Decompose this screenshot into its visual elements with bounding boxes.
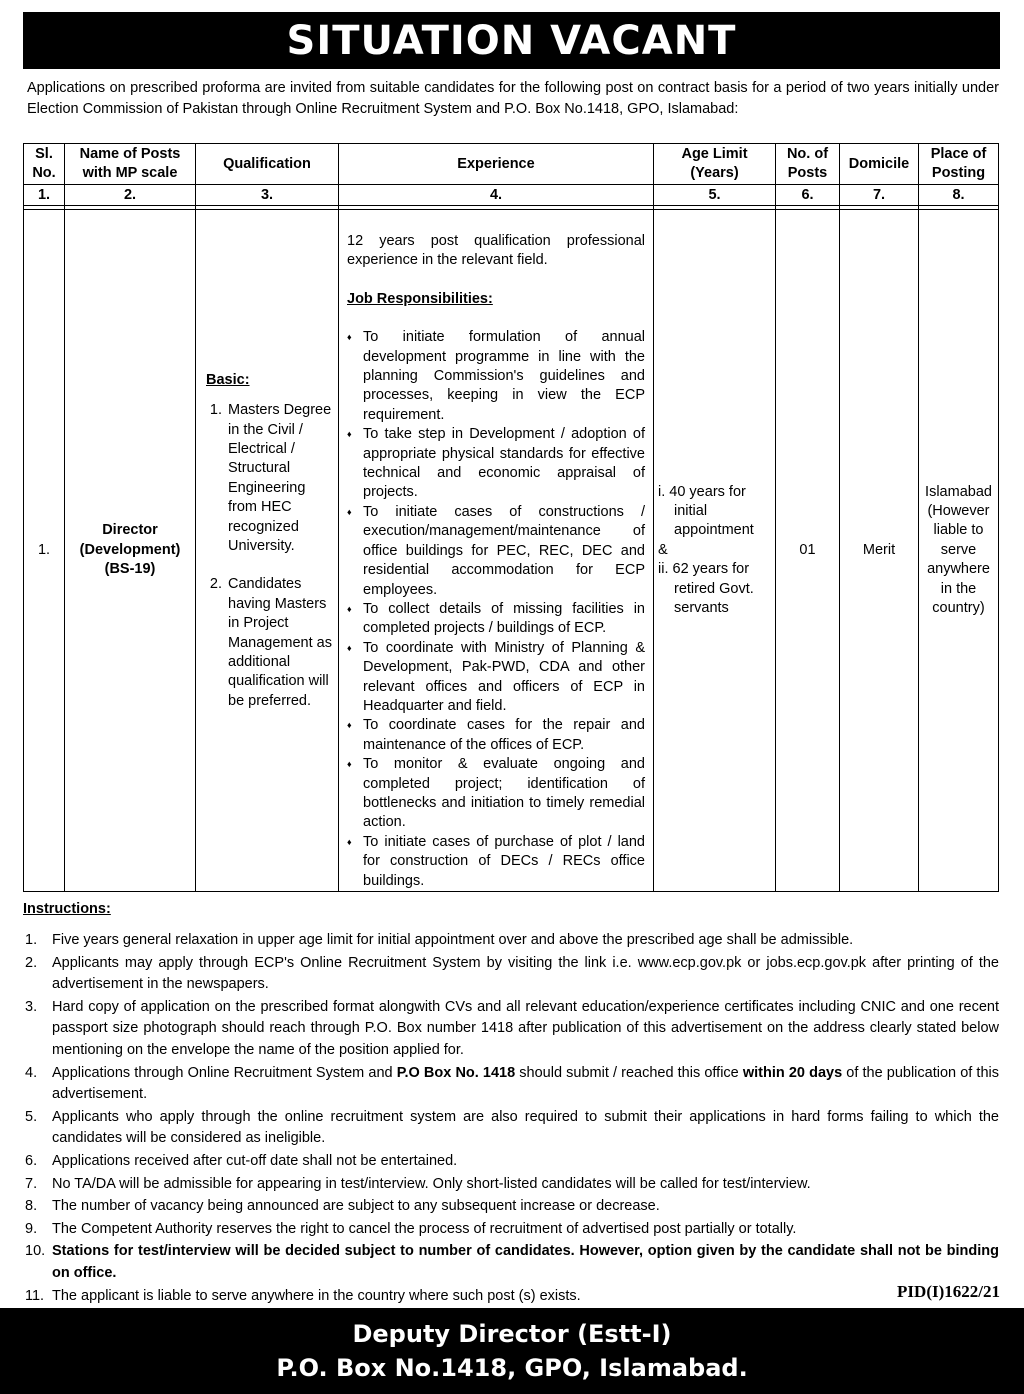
list-item: 5. Applicants who apply through the online recruitment system are also required to submit their applications in hard forms failing to which the candidates will be considered as ineligible. <box>25 1108 999 1147</box>
list-item: 1. Masters Degree in the Civil / Electrical / Structural Engineering from HEC recognized University. <box>226 401 334 556</box>
footer-address: P.O. Box No.1418, GPO, Islamabad. <box>276 1354 748 1382</box>
responsibilities-list <box>347 328 645 891</box>
page-title: SITUATION VACANT <box>23 12 1000 69</box>
age-limit-retired: ii. 62 years for retired Govt. servants <box>658 561 754 617</box>
header-post: Name of Posts with MP scale <box>65 144 196 185</box>
sl-cell: 1. <box>24 210 65 892</box>
list-item: 2. Applicants may apply through ECP's Online Recruitment System by visiting the link i.e. www.ecp.gov.pk or jobs.ecp.gov.pk after printing of the advertisement in the newspapers. <box>25 954 999 993</box>
posting-cell: Islamabad (However liable to serve anywhere in the country) <box>919 210 999 892</box>
footer-office-title: Deputy Director (Estt-I) <box>352 1320 672 1348</box>
column-number-row <box>24 185 999 206</box>
list-item: 4. Applications through Online Recruitment System and P.O Box No. 1418 should submit / reached this office within 20 days of the publication of this advertisement. <box>25 1064 999 1103</box>
list-item: ♦ To collect details of missing facilities in completed projects / buildings of ECP. <box>347 600 645 639</box>
job-responsibilities-heading: Job Responsibilities: <box>347 290 493 307</box>
header-sl: Sl. No. <box>24 144 65 185</box>
col-num: 8. <box>919 185 999 206</box>
list-item: 2. Candidates having Masters in Project Management as additional qualification will be preferred. <box>226 575 334 711</box>
qualification-list <box>200 401 334 711</box>
header-qualification: Qualification <box>196 144 339 185</box>
list-item: 3. Hard copy of application on the prescribed format alongwith CVs and all relevant education/experience certificates including CNIC and one recent passport size photograph should reach through P.O. Box number 1418 after publication of this advertisement on the address clearly stated below mentioning on the envelope the name of the position applied for. <box>25 998 999 1058</box>
age-limit-cell <box>654 210 776 892</box>
col-num: 3. <box>196 185 339 206</box>
list-item: ♦ To initiate cases of constructions / execution/management/maintenance of office buildings for PEC, REC, DEC and residential accommodation for ECP employees. <box>347 503 645 600</box>
instructions-list <box>23 930 999 1308</box>
col-num: 2. <box>65 185 196 206</box>
header-posting: Place of Posting <box>919 144 999 185</box>
experience-intro: 12 years post qualification professional experience in the relevant field. <box>347 233 645 269</box>
list-item: 6. Applications received after cut-off date shall not be entertained. <box>25 1152 458 1169</box>
header-age: Age Limit (Years) <box>654 144 776 185</box>
vacancy-table <box>23 143 999 892</box>
col-num: 5. <box>654 185 776 206</box>
experience-cell <box>339 210 654 892</box>
header-experience: Experience <box>339 144 654 185</box>
list-item: ♦ To monitor & evaluate ongoing and completed project; identification of bottlenecks and initiation to timely remedial action. <box>347 755 645 833</box>
col-num: 1. <box>24 185 65 206</box>
col-num: 6. <box>776 185 840 206</box>
intro-paragraph: Applications on prescribed proforma are invited from suitable candidates for the following post on contract basis for a period of two years initially under Election Commission of Pakistan through Online Recruitment System and P.O. Box No.1418, GPO, Islamabad: <box>27 80 999 117</box>
footer-banner <box>0 1308 1024 1394</box>
list-item: ♦ To initiate cases of purchase of plot / land for construction of DECs / RECs office buildings. <box>347 833 645 891</box>
list-item: ♦ To coordinate with Ministry of Planning & Development, Pak-PWD, CDA and other relevant offices and officers of ECP in Headquarter and field. <box>347 639 645 717</box>
list-item: 7. No TA/DA will be admissible for appearing in test/interview. Only short-listed candidates will be called for test/interview. <box>25 1175 811 1192</box>
list-item: 9. The Competent Authority reserves the right to cancel the process of recruitment of advertised post partially or totally. <box>25 1220 797 1237</box>
age-limit-initial: i. 40 years for initial appointment <box>658 483 754 539</box>
col-num: 4. <box>339 185 654 206</box>
list-item: ♦ To initiate formulation of annual development programme in line with the planning Commission's guidelines and processes, keeping in view the ECP requirement. <box>347 328 645 425</box>
post-name-cell: Director (Development) (BS-19) <box>65 210 196 892</box>
table-header-row <box>24 144 999 185</box>
list-item: 10. Stations for test/interview will be decided subject to number of candidates. However, option given by the candidate shall not be binding on office. <box>25 1243 999 1281</box>
publication-id: PID(I)1622/21 <box>897 1282 1000 1301</box>
instructions-heading: Instructions: <box>23 901 111 917</box>
header-domicile: Domicile <box>840 144 919 185</box>
list-item: ♦ To take step in Development / adoption of appropriate physical standards for effective technical and economic appraisal of projects. <box>347 425 645 503</box>
qualification-cell <box>196 210 339 892</box>
header-posts: No. of Posts <box>776 144 840 185</box>
list-item: 8. The number of vacancy being announced are subject to any subsequent increase or decrease. <box>25 1198 660 1215</box>
age-limit-separator: & <box>658 541 668 558</box>
qualification-heading: Basic: <box>206 371 250 388</box>
domicile-cell: Merit <box>840 210 919 892</box>
list-item: 11. The applicant is liable to serve anywhere in the country where such post (s) exists. <box>25 1287 581 1304</box>
list-item: ♦ To coordinate cases for the repair and maintenance of the offices of ECP. <box>347 716 645 755</box>
posts-count-cell: 01 <box>776 210 840 892</box>
table-row <box>24 210 999 892</box>
list-item: 1. Five years general relaxation in upper age limit for initial appointment over and above the prescribed age shall be admissible. <box>25 932 854 948</box>
col-num: 7. <box>840 185 919 206</box>
